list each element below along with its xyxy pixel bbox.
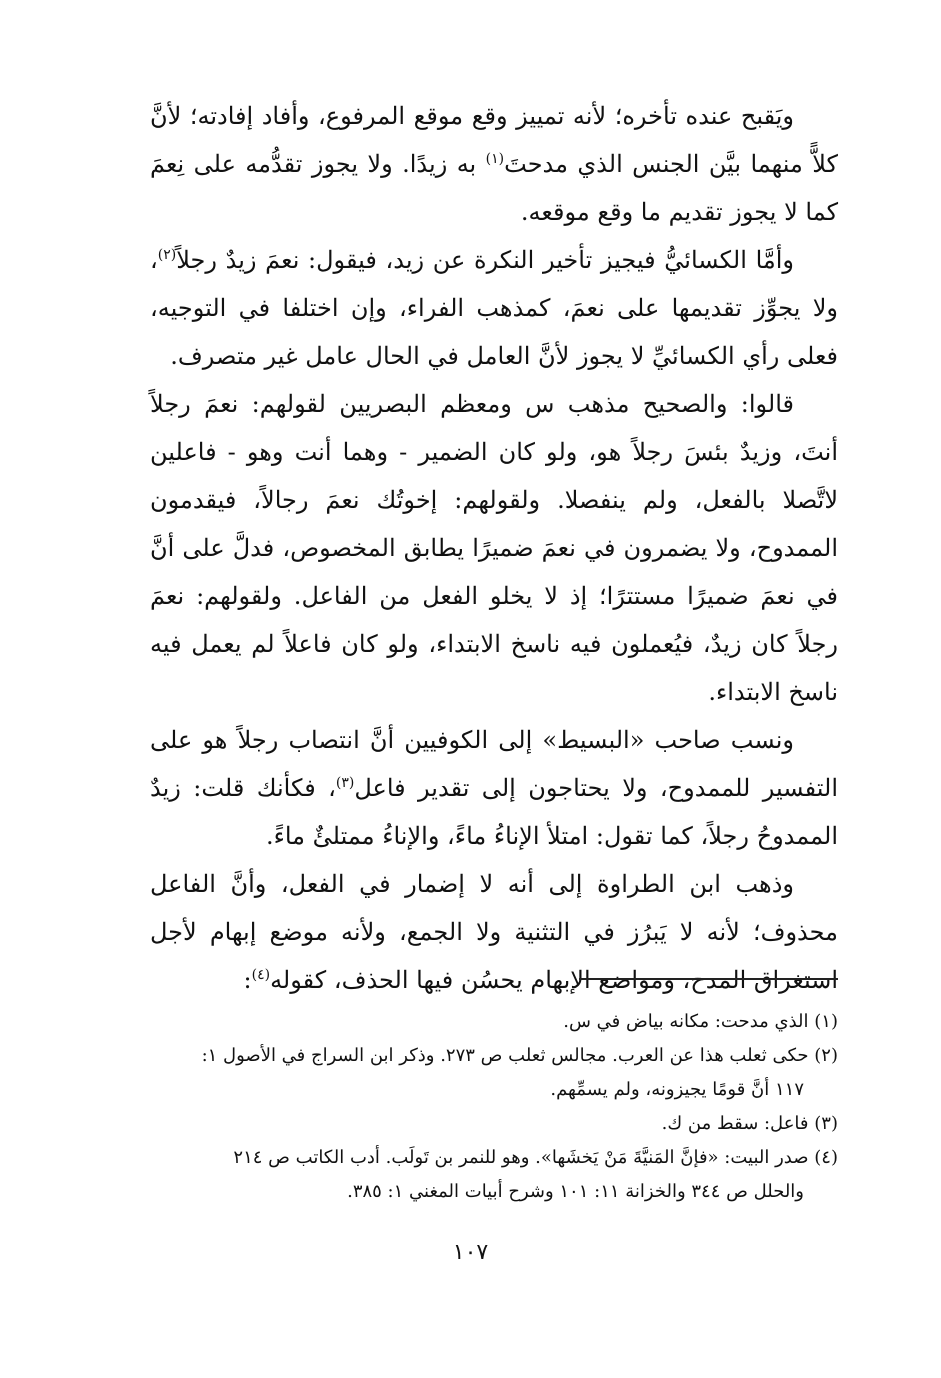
footnote-4 xyxy=(150,1141,838,1209)
footnote-number: (١) xyxy=(814,1011,838,1032)
footnote-ref-2: (٢) xyxy=(157,247,177,263)
footnote-ref-3: (٣) xyxy=(335,775,355,791)
paragraph-1-text-b: به زيدًا. ولا يجوز تقدُّمه على نِعمَ كما لا يجوز تقديم ما وقع موقعه. xyxy=(150,150,838,226)
footnote-continuation: ١١٧ أنَّ قومًا يجيزونه، ولم يسمِّهم. xyxy=(550,1079,804,1100)
paragraph-2-text-a: وأمَّا الكسائيُّ فيجيز تأخير النكرة عن زيد، فيقول: نعمَ زيدٌ رجلاً xyxy=(176,246,794,274)
paragraph-3: قالوا: والصحيح مذهب س ومعظم البصريين لقولهم: نعمَ رجلاً أنتَ، وزيدٌ بئسَ رجلاً هو، ولو كان الضمير - وهما أنت وهو - فاعلين لاتَّصلا بالفعل، ولم ينفصلا. ولقولهم: إخوتُك نعمَ رجالاً، فيقدمون الممدوح، ولا يضمرون في نعمَ ضميرًا يطابق المخصوص، فدلَّ على أنَّ في نعمَ ضميرًا مستترًا؛ إذ لا يخلو الفعل من الفاعل. ولقولهم: نعمَ رجلاً كان زيدٌ، فيُعملون فيه ناسخ الابتداء، ولو كان فاعلاً لم يعمل فيه ناسخ الابتداء. xyxy=(150,390,838,706)
paragraph-5-text-b: : xyxy=(243,966,252,994)
main-text xyxy=(150,92,838,1004)
footnote-number: (٢) xyxy=(814,1045,838,1066)
footnote-text: حكى ثعلب هذا عن العرب. مجالس ثعلب ص ٢٧٣. وذكر ابن السراج في الأصول ١: xyxy=(201,1045,809,1066)
paragraph-1 xyxy=(150,92,838,236)
paragraph-2 xyxy=(150,236,838,380)
paragraph-4-text-a: ونسب صاحب «البسيط» إلى الكوفيين أنَّ انتصاب رجلاً هو على التفسير للممدوح، ولا يحتاجون إلى تقدير فاعل xyxy=(150,726,839,802)
footnote-ref-4: (٤) xyxy=(251,967,271,983)
footnote-separator xyxy=(579,978,838,980)
footnotes xyxy=(150,1005,838,1209)
footnote-3 xyxy=(150,1107,838,1141)
footnote-2 xyxy=(150,1039,838,1107)
footnote-continuation: والحلل ص ٣٤٤ والخزانة ١١: ١٠١ وشرح أبيات المغني ١: ٣٨٥. xyxy=(347,1181,804,1202)
paragraph-4 xyxy=(150,716,838,860)
footnote-text: فاعل: سقط من ك. xyxy=(661,1113,809,1134)
paragraph-5-text-a: وذهب ابن الطراوة إلى أنه لا إضمار في الفعل، وأنَّ الفاعل محذوف؛ لأنه لا يَبرُز في التثنية ولا الجمع، ولأنه موضع إبهام لأجل استغراق المدح، ومواضع الإبهام يحسُن فيها الحذف، كقوله xyxy=(150,870,838,994)
page-number: ١٠٧ xyxy=(452,1240,489,1265)
footnote-text: صدر البيت: «فإنَّ المَنيَّةَ مَنْ يَخشَها». وهو للنمر بن تَولَب. أدب الكاتب ص ٢١٤ xyxy=(233,1147,809,1168)
paragraph-1-text-a: ويَقبح عنده تأخره؛ لأنه تمييز وقع موقع المرفوع، وأفاد إفادته؛ لأنَّ كلاًّ منهما بيَّن الجنس الذي مدحتَ xyxy=(150,102,838,178)
footnote-number: (٤) xyxy=(814,1147,838,1168)
paragraph-2-text-b: ، ولا يجوِّز تقديمها على نعمَ، كمذهب الفراء، وإن اختلفا في التوجيه، فعلى رأي الكسائيِّ لا يجوز لأنَّ العامل في الحال عامل غير متصرف. xyxy=(150,246,838,370)
footnote-1 xyxy=(150,1005,838,1039)
footnote-ref-1: (١) xyxy=(485,151,505,167)
paragraph-5 xyxy=(150,860,838,1004)
footnote-text: الذي مدحت: مكانه بياض في س. xyxy=(563,1011,809,1032)
footnote-number: (٣) xyxy=(814,1113,838,1134)
paragraph-4-text-b: ، فكأنك قلت: زيدٌ الممدوحُ رجلاً، كما تقول: امتلأ الإناءُ ماءً، والإناءُ ممتلئٌ ماءً. xyxy=(150,774,838,850)
